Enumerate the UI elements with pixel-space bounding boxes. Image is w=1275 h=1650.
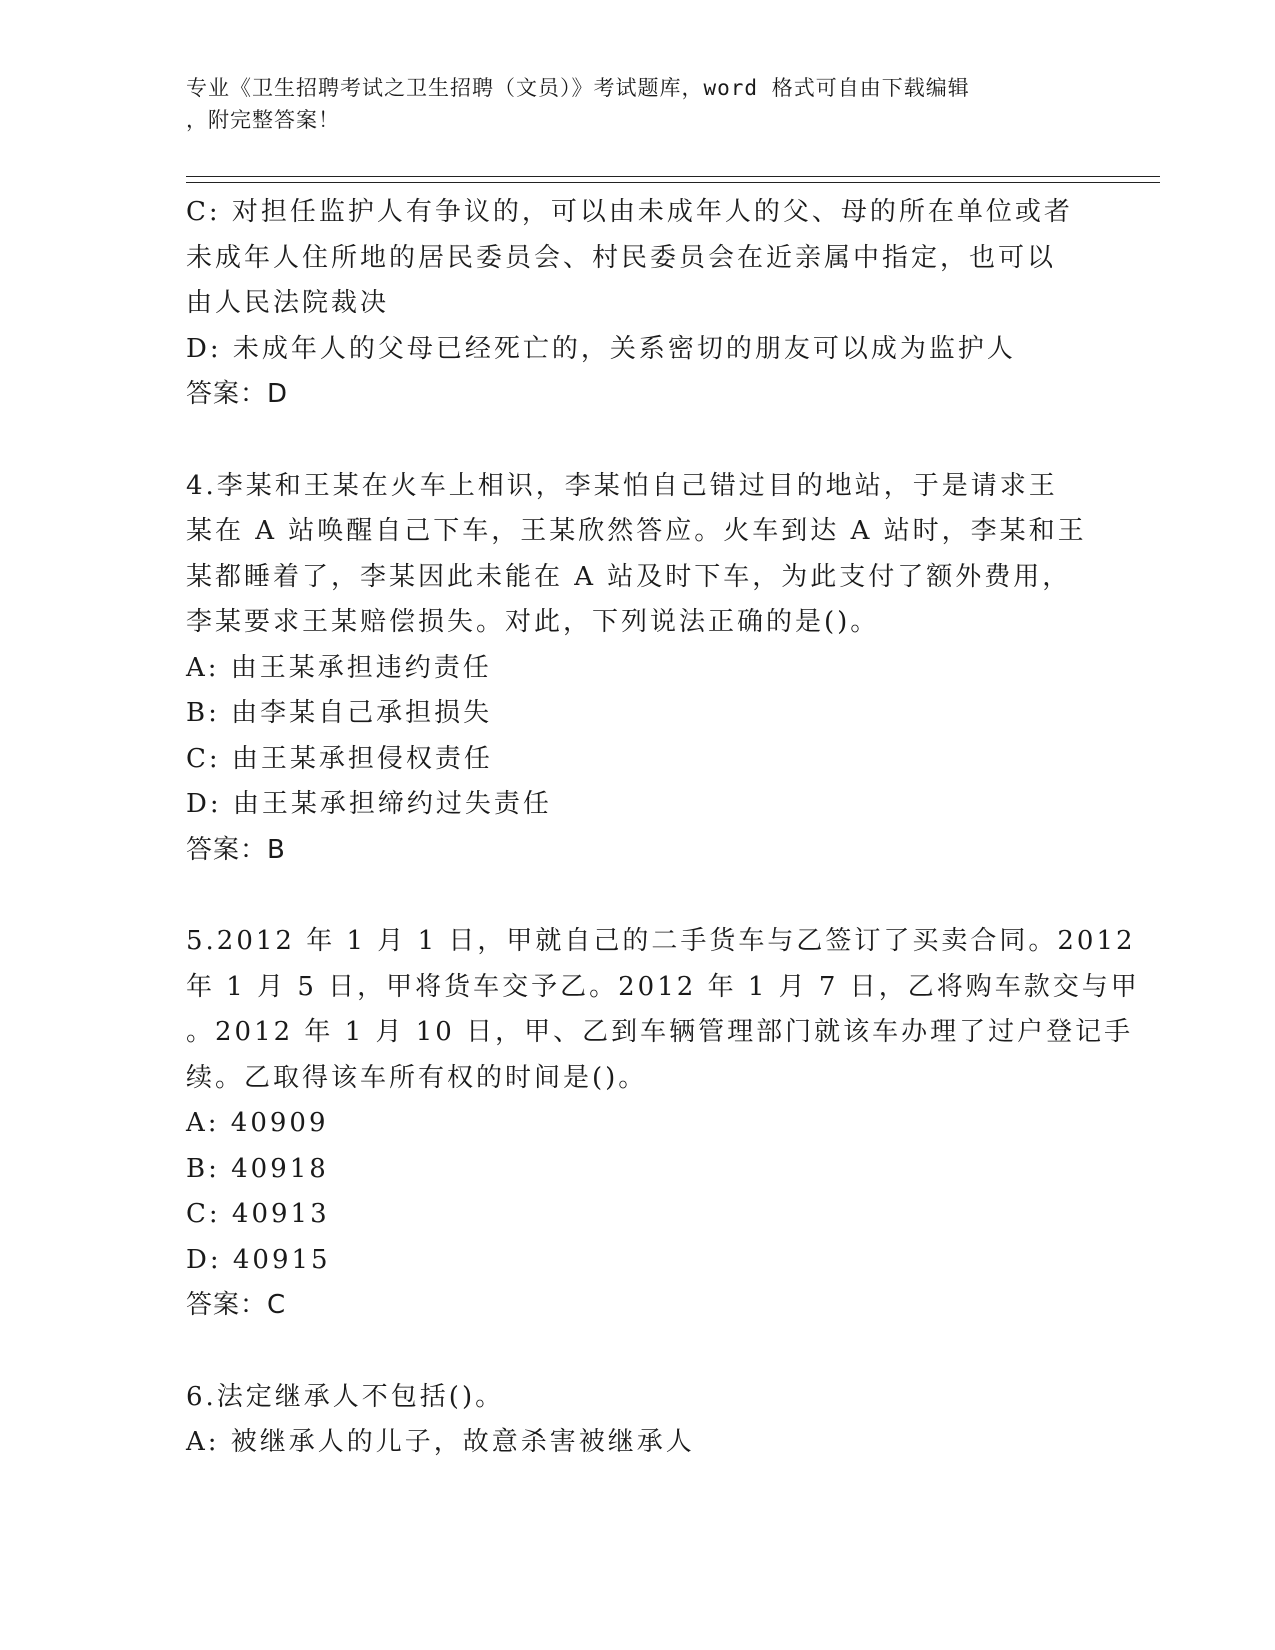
option-d: D: 40915 [186, 1244, 331, 1275]
question-stem-line: 5.2012 年 1 月 1 日，甲就自己的二手货车与乙签订了买卖合同。2012 [186, 926, 1136, 956]
document-header [186, 72, 1086, 136]
question-stem-line: 续。乙取得该车所有权的时间是()。 [186, 1062, 648, 1093]
previous-question-block [186, 190, 1086, 418]
option-c: C: 由王某承担侵权责任 [186, 743, 493, 774]
question-4-block [186, 464, 1086, 874]
option-b: B: 由李某自己承担损失 [186, 698, 493, 728]
header-divider-bottom [186, 182, 1160, 183]
option-b: B: 40918 [186, 1153, 329, 1184]
option-a: A: 被继承人的儿子，故意杀害被继承人 [186, 1427, 695, 1457]
question-stem-line: 6.法定继承人不包括()。 [186, 1381, 505, 1412]
question-stem-line: 某在 A 站唤醒自己下车，王某欣然答应。火车到达 A 站时，李某和王 [186, 516, 1087, 546]
answer-line: 答案：B [186, 834, 286, 865]
option-c-line: 由人民法院裁决 [186, 288, 390, 318]
option-d: D: 由王某承担缔约过失责任 [186, 789, 552, 819]
option-c: C: 40913 [186, 1199, 330, 1229]
question-stem-line: 。2012 年 1 月 10 日，甲、乙到车辆管理部门就该车办理了过户登记手 [186, 1017, 1134, 1047]
header-divider-top [186, 176, 1160, 177]
question-stem-line: 某都睡着了，李某因此未能在 A 站及时下车，为此支付了额外费用， [186, 561, 1072, 592]
header-title-line1: 专业《卫生招聘考试之卫生招聘（文员）》考试题库，word 格式可自由下载编辑 [186, 76, 970, 100]
question-stem-line: 李某要求王某赔偿损失。对此，下列说法正确的是()。 [186, 607, 880, 637]
answer-line: 答案：D [186, 379, 289, 409]
option-a: A: 由王某承担违约责任 [186, 652, 492, 683]
question-content [186, 190, 1140, 1466]
answer-line: 答案：C [186, 1290, 287, 1320]
question-stem-line: 年 1 月 5 日，甲将货车交予乙。2012 年 1 月 7 日，乙将购车款交与甲 [186, 971, 1140, 1002]
option-d-line: D: 未成年人的父母已经死亡的，关系密切的朋友可以成为监护人 [186, 333, 1016, 364]
question-stem-line: 4.李某和王某在火车上相识，李某怕自己错过目的地站，于是请求王 [186, 470, 1058, 501]
question-5-block [186, 919, 1140, 1329]
option-a: A: 40909 [186, 1108, 329, 1138]
option-c-line: C: 对担任监护人有争议的，可以由未成年人的父、母的所在单位或者 [186, 197, 1073, 227]
header-title-line2: ，附完整答案！ [186, 108, 340, 132]
option-c-line: 未成年人住所地的居民委员会、村民委员会在近亲属中指定，也可以 [186, 242, 1057, 273]
question-6-block [186, 1375, 1086, 1466]
